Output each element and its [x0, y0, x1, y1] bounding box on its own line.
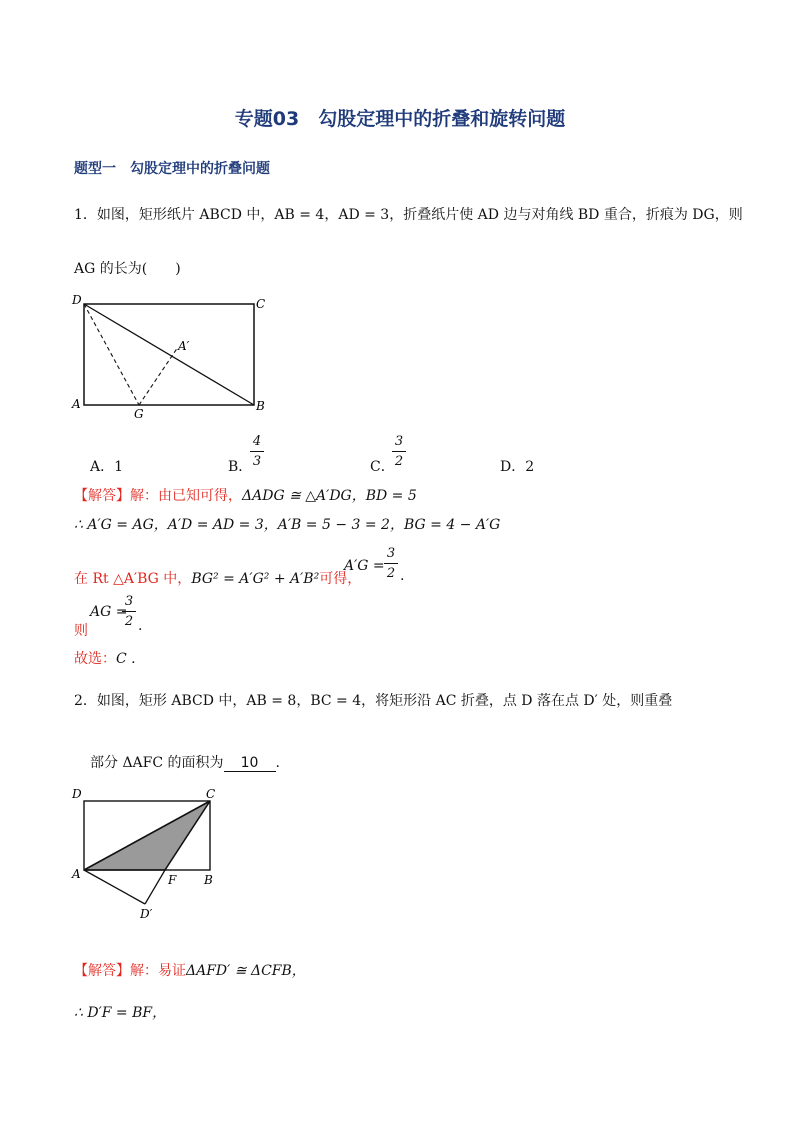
q2-line-ad-prime	[84, 870, 145, 904]
q1-diagonal-bd	[84, 304, 254, 405]
q1-option-b-fraction: 4 3	[250, 434, 264, 469]
q2-solution-line2: ∴ D′F = BF，	[74, 1005, 167, 1021]
q2-label-a: A	[72, 867, 81, 881]
q1-label-g: G	[134, 407, 144, 421]
q1-option-a: A．1	[90, 459, 124, 475]
q2-shaded-triangle-afc	[84, 801, 210, 870]
q2-label-d: D	[72, 787, 82, 801]
q1-stem-line1: 1．如图，矩形纸片 ABCD 中，AB = 4，AD = 3，折叠纸片使 AD 边与对角线 BD 重合，折痕为 DG，则	[74, 207, 743, 223]
q2-stem-line1: 2．如图，矩形 ABCD 中，AB = 8，BC = 4，将矩形沿 AC 折叠，点 D 落在点 D′ 处，则重叠	[74, 693, 673, 709]
section-heading: 题型一 勾股定理中的折叠问题	[74, 161, 270, 177]
q2-answer-blank: 10	[224, 755, 276, 772]
q1-solution-line4-end: .	[138, 618, 143, 634]
q2-label-c: C	[206, 787, 216, 801]
q1-label-b: B	[256, 399, 265, 413]
q1-label-d: D	[72, 293, 82, 307]
q1-option-b-prefix: B．	[228, 459, 253, 475]
q2-label-b: B	[204, 873, 213, 887]
q1-solution-line3: 在 Rt △A′BG 中，BG² = A′G² + A′B²可得，	[74, 571, 362, 587]
q1-figure	[68, 292, 268, 422]
q2-label-f: F	[168, 873, 177, 887]
q2-solution-line1: 【解答】解：易证ΔAFD′ ≅ ΔCFB，	[74, 963, 306, 979]
q1-label-c: C	[256, 297, 266, 311]
q1-solution-line3-lhs: A′G =	[344, 558, 385, 574]
q1-solution-then: 则	[74, 623, 88, 639]
q2-stem-line2: 部分 ΔAFC 的面积为 10 .	[90, 755, 280, 771]
q1-solution-line3-end: .	[400, 568, 405, 584]
q2-figure	[68, 786, 228, 922]
q1-solution-line4-fraction: 3 2	[122, 594, 136, 629]
page-title: 专题03 勾股定理中的折叠和旋转问题	[234, 108, 566, 130]
q1-fold-dg	[84, 304, 139, 405]
q1-solution-line4-lhs: AG =	[90, 604, 128, 620]
q1-solution-choice: 故选：C .	[74, 651, 136, 667]
q1-solution-line1: 【解答】解：由已知可得，ΔADG ≅ △A′DG，BD = 5	[74, 488, 417, 504]
q2-label-d-prime: D′	[140, 907, 153, 921]
q2-line-d-prime-f	[145, 870, 165, 904]
q1-stem-line2: AG 的长为( )	[74, 261, 181, 277]
q1-solution-line3-fraction: 3 2	[384, 546, 398, 581]
q1-label-a: A	[72, 397, 81, 411]
q1-fold-ga	[139, 347, 178, 405]
q1-solution-line2: ∴ A′G = AG，A′D = AD = 3，A′B = 5 − 3 = 2，BG = 4 − A′G	[74, 517, 501, 533]
q1-option-d: D．2	[500, 459, 535, 475]
q1-option-c-fraction: 3 2	[392, 434, 406, 469]
q1-option-c-prefix: C．	[370, 459, 395, 475]
q1-label-a-prime: A′	[178, 339, 190, 353]
